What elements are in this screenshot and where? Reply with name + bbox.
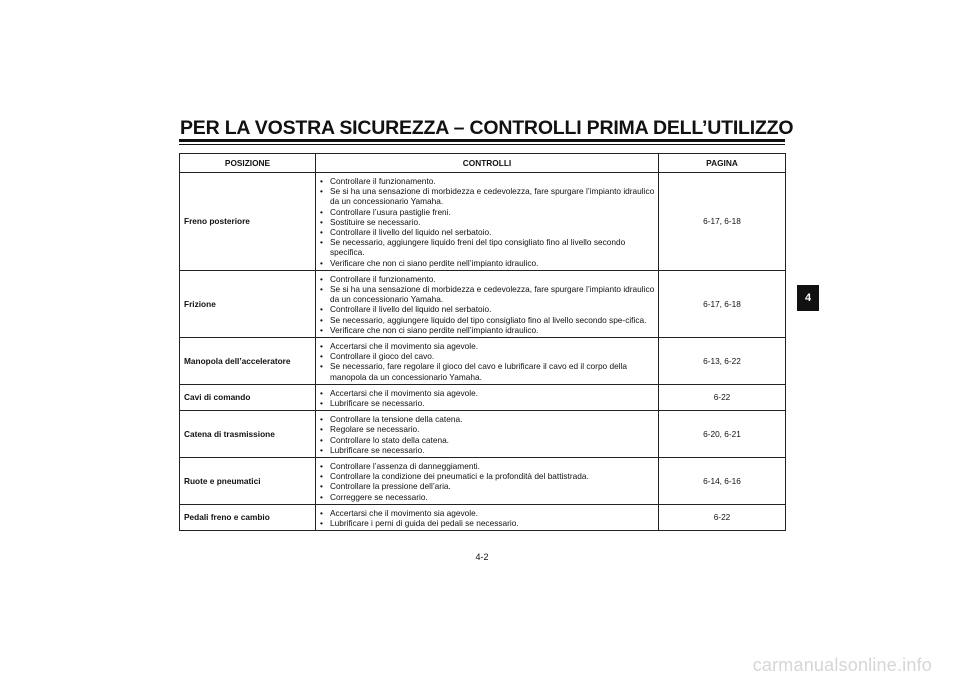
table-header-row [180,154,786,173]
check-item: • Se necessario, aggiungere liquido del tipo consigliato fino al livello secondo spe-cifica. [320,315,655,325]
check-item: • Controllare lo stato della catena. [320,435,655,445]
check-item: • Controllare l’usura pastiglie freni. [320,207,655,217]
check-item: • Correggere se necessario. [320,492,655,502]
check-item: • Controllare l’assenza di danneggiamenti. [320,461,655,471]
check-item: • Accertarsi che il movimento sia agevole. [320,508,655,518]
check-item: • Verificare che non ci siano perdite nell’impianto idraulico. [320,258,655,268]
check-item: • Se si ha una sensazione di morbidezza e cedevolezza, fare spurgare l’impianto idraulico da un concessionario Yamaha. [320,284,655,304]
row-checks [316,504,659,530]
header-checks: CONTROLLI [316,154,659,173]
row-checks [316,270,659,337]
row-page: 6-20, 6-21 [659,411,786,458]
check-item: • Lubrificare se necessario. [320,445,655,455]
check-item: • Controllare il livello del liquido nel serbatoio. [320,227,655,237]
check-item: • Sostituire se necessario. [320,217,655,227]
table-row [180,173,786,271]
watermark: carmanualsonline.info [752,655,932,675]
row-page: 6-22 [659,504,786,530]
check-item: • Controllare il funzionamento. [320,274,655,284]
header-position: POSIZIONE [180,154,316,173]
check-list [320,274,655,335]
check-item: • Accertarsi che il movimento sia agevole. [320,388,655,398]
check-list [320,508,655,528]
row-page: 6-13, 6-22 [659,338,786,385]
check-item: • Verificare che non ci siano perdite nell’impianto idraulico. [320,325,655,335]
check-list [320,414,655,455]
table-row [180,270,786,337]
row-position: Manopola dell’acceleratore [180,338,316,385]
table-row [180,411,786,458]
check-list [320,341,655,382]
header-page: PAGINA [659,154,786,173]
check-item: • Lubrificare se necessario. [320,398,655,408]
row-checks [316,411,659,458]
check-item: • Controllare la pressione dell’aria. [320,481,655,491]
row-page: 6-17, 6-18 [659,270,786,337]
check-item: • Controllare la tensione della catena. [320,414,655,424]
page-number: 4-2 [475,552,489,562]
check-item: • Lubrificare i perni di guida dei pedali se necessario. [320,518,655,528]
table-body [180,173,786,531]
title-rule-thick [179,139,785,142]
row-checks [316,173,659,271]
check-item: • Controllare il livello del liquido nel serbatoio. [320,304,655,314]
check-item: • Regolare se necessario. [320,424,655,434]
row-checks [316,458,659,505]
check-item: • Se si ha una sensazione di morbidezza e cedevolezza, fare spurgare l’impianto idraulico da un concessionario Yamaha. [320,186,655,206]
row-position: Cavi di comando [180,384,316,410]
check-list [320,176,655,268]
check-list [320,461,655,502]
row-checks [316,384,659,410]
row-page: 6-14, 6-16 [659,458,786,505]
check-list [320,388,655,408]
row-position: Ruote e pneumatici [180,458,316,505]
title-rule-thin [179,144,785,145]
table-row [180,338,786,385]
row-position: Pedali freno e cambio [180,504,316,530]
table-row [180,504,786,530]
check-item: • Controllare la condizione dei pneumatici e la profondità del battistrada. [320,471,655,481]
row-page: 6-17, 6-18 [659,173,786,271]
chapter-tab: 4 [797,285,819,311]
row-page: 6-22 [659,384,786,410]
row-position: Freno posteriore [180,173,316,271]
check-item: • Controllare il gioco del cavo. [320,351,655,361]
table-row [180,458,786,505]
row-checks [316,338,659,385]
table-row [180,384,786,410]
check-item: • Controllare il funzionamento. [320,176,655,186]
checks-table [179,153,786,531]
row-position: Catena di trasmissione [180,411,316,458]
row-position: Frizione [180,270,316,337]
page-title: PER LA VOSTRA SICUREZZA – CONTROLLI PRIMA DELL’UTILIZZO [180,117,794,139]
check-item: • Se necessario, fare regolare il gioco del cavo e lubrificare il cavo ed il corpo della manopola da un concessionario Yamaha. [320,361,655,381]
check-item: • Se necessario, aggiungere liquido freni del tipo consigliato fino al livello secondo specifica. [320,237,655,257]
check-item: • Accertarsi che il movimento sia agevole. [320,341,655,351]
